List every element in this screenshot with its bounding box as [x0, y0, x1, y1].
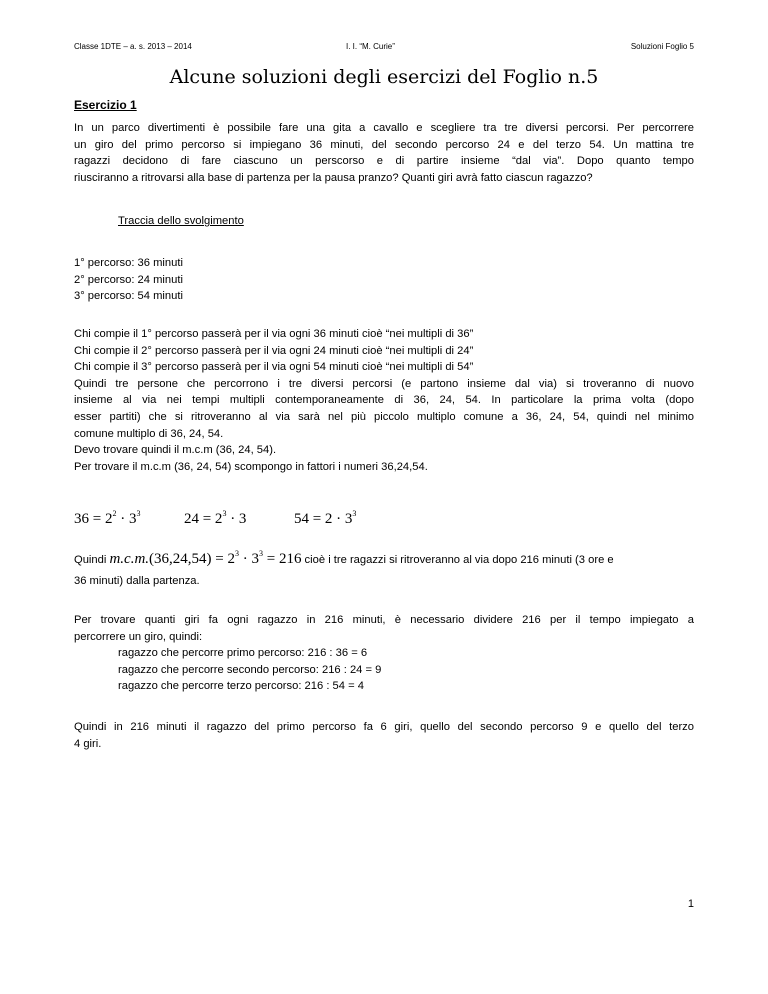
laps-intro: Per trovare quanti giri fa ogni ragazzo in 216 minuti, è necessario dividere 216 per il tempo impiegato a — [74, 614, 694, 626]
page-number: 1 — [687, 898, 694, 910]
problem-line: ragazzi decidono di fare ciascuno un perscorso e di partire insieme “dal via”. Dopo quanto tempo — [74, 155, 694, 168]
conclusion-line: 4 giri. — [74, 737, 102, 750]
problem-line: In un parco divertimenti è possibile fare una gita a cavallo e scegliere tra tre diversi percorsi. Per percorrere — [74, 122, 694, 134]
header-sheet: Soluzioni Foglio 5 — [630, 42, 694, 51]
route-item: 2° percorso: 24 minuti — [74, 273, 183, 286]
page-title: Alcune soluzioni degli esercizi del Foglio n.5 — [169, 66, 599, 88]
trace-heading-text: Traccia dello svolgimento — [118, 215, 244, 227]
laps-section — [74, 612, 694, 695]
factorization-24: $24 = 2^3 \cdot 3$ — [183, 509, 247, 527]
reasoning-line: Chi compie il 3° percorso passerà per il via ogni 54 minuti cioè “nei multipli di 54” — [74, 361, 474, 374]
mcm-line: Quindi $m.c.m.(36,24,54) = 2^3 \cdot 3^3 = 216$ cioè i tre ragazzi si ritroveranno al via dopo 216 minuti (3 ore e — [74, 549, 614, 567]
reasoning-line: Per trovare il m.c.m (36, 24, 54) scompongo in fattori i numeri 36,24,54. — [74, 460, 428, 473]
reasoning-text — [74, 326, 694, 475]
route-item: 3° percorso: 54 minuti — [74, 290, 183, 303]
factorization-54: $54 = 2 \cdot 3^3$ — [293, 509, 357, 527]
reasoning-line: insieme al via nei tempi multipli contemporaneamente di 36, 24, 54. In particolare la prima volta (dopo — [74, 394, 694, 407]
reasoning-line: Chi compie il 1° percorso passerà per il via ogni 36 minuti cioè “nei multipli di 36” — [74, 328, 474, 340]
reasoning-line: esser partiti) che si ritroveranno al via sarà nel più piccolo multiplo comune a 36, 24, 54, quindi nel minimo — [74, 410, 694, 423]
reasoning-line: comune multiplo di 36, 24, 54. — [74, 427, 224, 440]
problem-line: un giro del primo percorso si impiegano 36 minuti, del secondo percorso 24 e del terzo 54. Un mattina tre — [74, 138, 694, 151]
problem-statement — [74, 120, 694, 186]
laps-item: ragazzo che percorre secondo percorso: 216 : 24 = 9 — [118, 663, 382, 676]
factorization-36: $36 = 2^2 \cdot 3^3$ — [74, 509, 141, 527]
trace-heading — [118, 213, 738, 230]
mcm-result — [74, 551, 694, 589]
exercise-heading: Esercizio 1 — [74, 98, 137, 112]
header-school: I. I. “M. Curie” — [346, 42, 395, 51]
laps-item: ragazzo che percorre primo percorso: 216 : 36 = 6 — [118, 647, 368, 660]
problem-line: riusciranno a ritrovarsi alla base di partenza per la pausa pranzo? Quanti giri avrà fatto ciascun ragazzo? — [74, 171, 593, 184]
route-item: 1° percorso: 36 minuti — [74, 257, 183, 269]
laps-intro: percorrere un giro, quindi: — [74, 630, 203, 643]
laps-item: ragazzo che percorre terzo percorso: 216 : 54 = 4 — [118, 680, 364, 693]
reasoning-line: Devo trovare quindi il m.c.m (36, 24, 54). — [74, 444, 277, 457]
reasoning-line: Chi compie il 2° percorso passerà per il via ogni 24 minuti cioè “nei multipli di 24” — [74, 344, 474, 357]
reasoning-line: Quindi tre persone che percorrono i tre diversi percorsi (e partono insieme dal via) si troveranno di nuovo — [74, 377, 694, 390]
header-class: Classe 1DTE – a. s. 2013 – 2014 — [74, 42, 192, 51]
conclusion-line: Quindi in 216 minuti il ragazzo del primo percorso fa 6 giri, quello del secondo percorso 9 e quello del terzo — [74, 721, 694, 733]
mcm-line-2: 36 minuti) dalla partenza. — [74, 574, 200, 587]
conclusion — [74, 719, 694, 752]
routes-list — [74, 255, 694, 305]
factorization-row — [74, 511, 494, 528]
